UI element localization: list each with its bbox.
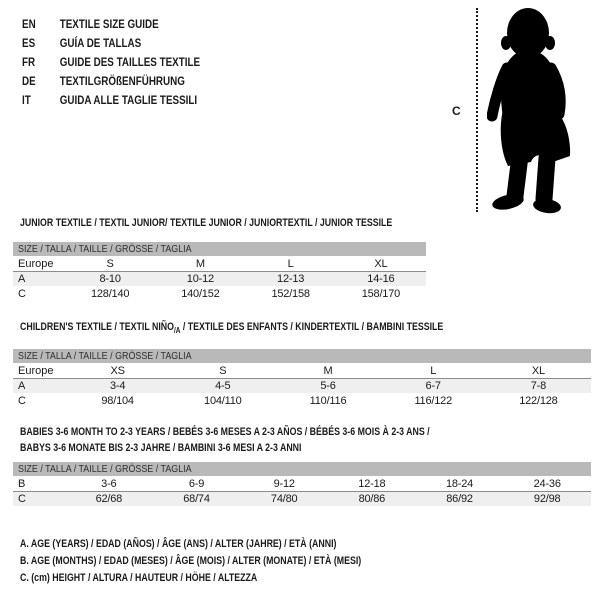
language-code: FR <box>22 54 36 69</box>
section-title <box>20 319 477 339</box>
language-title: GUÍA DE TALLAS <box>59 35 142 50</box>
size-cell: 7-8 <box>530 380 547 393</box>
language-title: GUIDE DES TAILLES TEXTILE <box>59 54 201 69</box>
size-table-header-label: SIZE / TALLA / TAILLE / GRÖSSE / TAGLIA <box>18 463 192 475</box>
row-label: A <box>18 273 26 285</box>
section-title <box>20 424 477 456</box>
size-cell: 98/104 <box>101 394 134 407</box>
section-title-line: JUNIOR TEXTILE / TEXTIL JUNIOR/ TEXTILE JUNIOR / JUNIORTEXTIL / JUNIOR TESSILE <box>20 217 393 229</box>
size-table-row <box>13 256 426 271</box>
size-table-header-bar <box>13 242 426 256</box>
size-cell: 14-16 <box>367 273 395 285</box>
language-title: TEXTILGRÖßENFÜHRUNG <box>59 73 185 88</box>
language-code: EN <box>22 16 36 31</box>
size-cell: 122/128 <box>519 394 558 407</box>
size-cell: 8-10 <box>99 273 121 285</box>
size-table-row <box>13 378 591 393</box>
language-row <box>22 33 200 52</box>
size-cell: 18-24 <box>445 477 474 490</box>
size-cell: 110/116 <box>309 394 347 407</box>
size-table <box>13 349 591 408</box>
size-cell: 104/110 <box>204 394 242 407</box>
size-table-header-bar <box>13 462 591 476</box>
language-title: TEXTILE SIZE GUIDE <box>59 16 159 31</box>
size-table-header-label: SIZE / TALLA / TAILLE / GRÖSSE / TAGLIA <box>18 243 192 255</box>
language-title: GUIDA ALLE TAGLIE TESSILI <box>59 92 198 107</box>
row-label: C <box>18 287 26 300</box>
section-babies <box>20 424 591 506</box>
footnote-line: B. AGE (MONTHS) / EDAD (MESES) / ÂGE (MOIS) / ALTER (MONATE) / ETÀ (MESI) <box>20 555 362 567</box>
section-title <box>20 215 392 231</box>
language-code: ES <box>22 35 36 50</box>
section-title-line: BABYS 3-6 MONATE BIS 2-3 JAHRE / BAMBINI 3-6 MESI A 2-3 ANNI <box>20 442 302 454</box>
size-cell: 128/140 <box>90 287 130 300</box>
row-label: Europe <box>18 364 54 377</box>
size-cell: 12-18 <box>358 477 386 490</box>
size-cell: 152/158 <box>271 287 310 300</box>
size-cell: S <box>219 364 227 377</box>
row-label: Europe <box>18 257 54 270</box>
size-cell: 6-9 <box>188 477 205 490</box>
size-cell: 68/74 <box>183 493 210 505</box>
size-cell: 74/80 <box>270 493 298 505</box>
size-cell: 4-5 <box>215 380 231 393</box>
section-title-line: CHILDREN'S TEXTILE / TEXTIL $NIÑO_{/A}$ / TEXTILE DES ENFANTS / KINDERTEXTIL / BAMBINI TESSILE <box>20 321 444 336</box>
size-table-row <box>13 286 426 301</box>
size-table-row <box>13 476 591 491</box>
size-table-header-bar <box>13 349 591 363</box>
size-cell: 6-7 <box>425 380 441 393</box>
size-table <box>13 462 591 506</box>
size-cell: 24-36 <box>533 477 561 490</box>
size-cell: XL <box>531 364 545 377</box>
footnotes <box>20 536 447 587</box>
language-row <box>22 90 200 109</box>
footnote-line: C. (cm) HEIGHT / ALTURA / HAUTEUR / HÖHE / ALTEZZA <box>20 572 258 584</box>
size-cell: 3-6 <box>101 477 117 490</box>
size-table-header-label: SIZE / TALLA / TAILLE / GRÖSSE / TAGLIA <box>18 350 192 363</box>
height-measure-label: C <box>452 104 461 118</box>
size-cell: L <box>287 257 294 270</box>
size-cell: 86/92 <box>446 493 473 505</box>
language-code: DE <box>22 73 36 88</box>
size-table-row <box>13 393 591 408</box>
row-label: C <box>18 493 26 505</box>
child-silhouette-icon <box>487 6 592 214</box>
size-table <box>13 242 426 301</box>
size-cell: L <box>430 364 437 377</box>
size-cell: 5-6 <box>320 380 336 393</box>
language-row <box>22 14 200 33</box>
size-cell: 92/98 <box>533 493 561 505</box>
size-cell: XS <box>110 364 125 377</box>
size-cell: 62/68 <box>95 493 123 505</box>
row-label: C <box>18 394 26 407</box>
size-cell: 12-13 <box>277 273 305 285</box>
size-cell: 3-4 <box>109 380 126 393</box>
size-cell: 80/86 <box>358 493 386 505</box>
size-table-row <box>13 363 591 378</box>
size-cell: XL <box>374 257 388 270</box>
footnote-line: A. AGE (YEARS) / EDAD (AÑOS) / ÂGE (ANS) / ALTER (JAHRE) / ETÀ (ANNI) <box>20 538 337 550</box>
size-cell: 140/152 <box>181 287 220 300</box>
section-title-line: BABIES 3-6 MONTH TO 2-3 YEARS / BEBÉS 3-6 MESES A 2-3 AÑOS / BÉBÉS 3-6 MOIS À 2-3 ANS / <box>20 426 430 438</box>
language-title-list <box>22 14 239 109</box>
size-cell: S <box>106 257 114 270</box>
language-code: IT <box>22 92 31 107</box>
size-cell: 9-12 <box>273 477 295 490</box>
size-table-row <box>13 271 426 286</box>
size-cell: M <box>323 364 333 377</box>
height-measure-dotted-line <box>476 8 478 212</box>
language-row <box>22 71 200 90</box>
size-cell: 10-12 <box>186 273 214 285</box>
size-cell: 116/122 <box>414 394 452 407</box>
size-table-row <box>13 491 591 506</box>
language-row <box>22 52 200 71</box>
size-cell: 158/170 <box>361 287 401 300</box>
subscript-text: /A <box>173 326 181 336</box>
section-junior <box>20 215 485 301</box>
row-label: B <box>18 477 26 490</box>
section-children <box>20 319 591 408</box>
size-cell: M <box>195 257 205 270</box>
row-label: A <box>18 380 26 393</box>
